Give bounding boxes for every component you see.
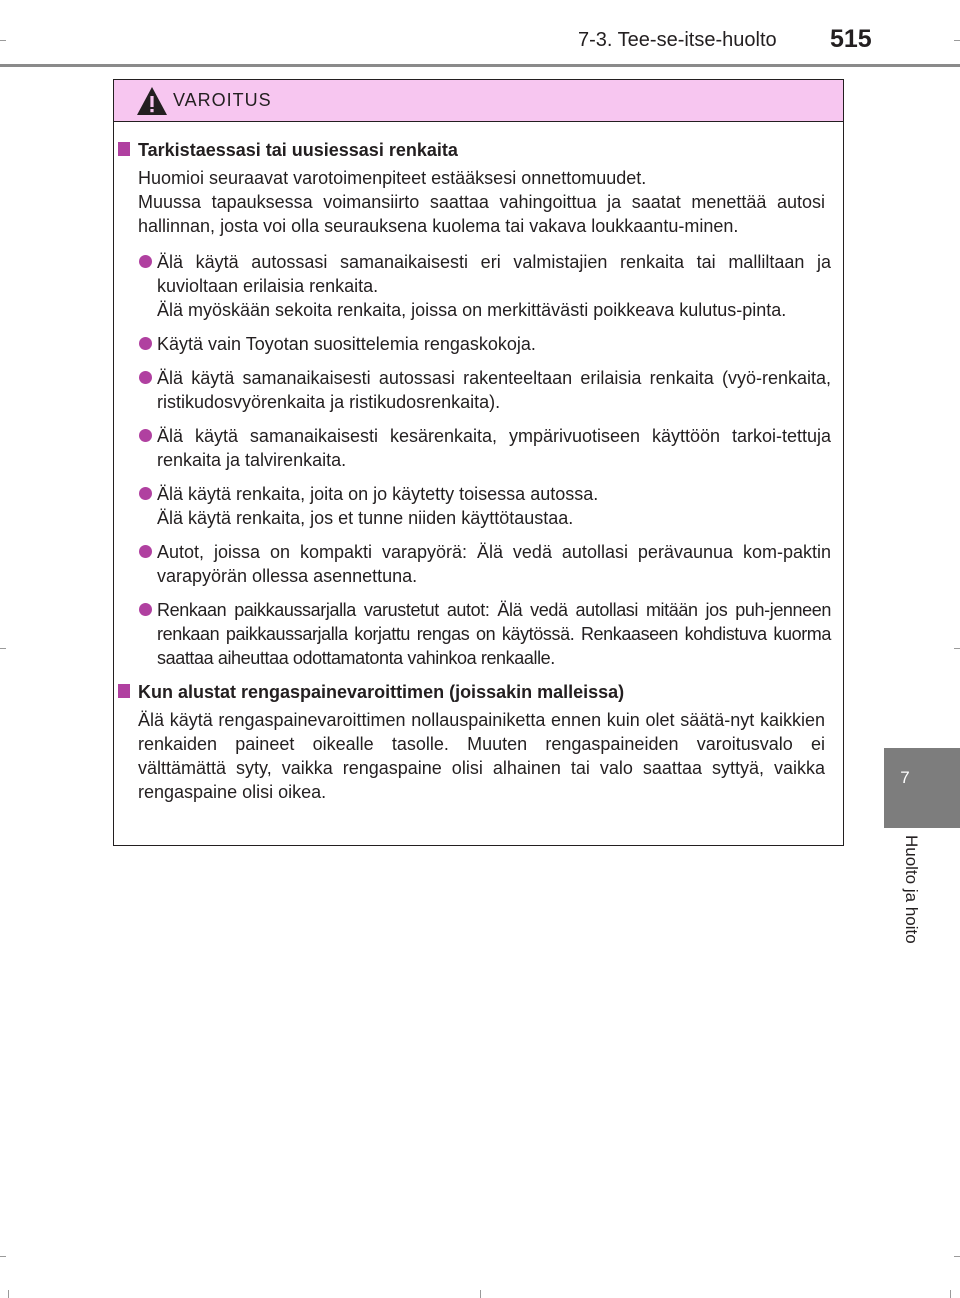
round-bullet-icon xyxy=(139,429,152,442)
list-item-text: Älä käytä renkaita, jos et tunne niiden käyttötaustaa. xyxy=(157,508,574,528)
crop-mark xyxy=(8,1290,9,1298)
section-heading xyxy=(114,680,843,704)
section-title: 7-3. Tee-se-itse-huolto xyxy=(578,29,777,51)
page-number: 515 xyxy=(830,25,872,53)
round-bullet-icon xyxy=(139,487,152,500)
list-item xyxy=(114,598,843,670)
list-item-text: Renkaan paikkaussarjalla varustetut autot: Älä vedä autollasi mitään jos puh-jenneen renkaan paikkaussarjalla korjattu rengas on käytössä. Renkaaseen kohdistuva kuorma saattaa aiheuttaa odottamatonta vahinkoa renkaalle. xyxy=(157,600,831,668)
crop-mark xyxy=(954,648,960,649)
chapter-label: Huolto ja hoito xyxy=(902,835,921,944)
square-bullet-icon xyxy=(118,142,130,156)
list-item-text: Älä myöskään sekoita renkaita, joissa on merkittävästi poikkeava kulutus-pinta. xyxy=(157,300,787,320)
crop-mark xyxy=(954,1256,960,1257)
chapter-tab xyxy=(884,748,960,828)
chapter-number: 7 xyxy=(900,768,910,787)
list-item-text: Älä käytä autossasi samanaikaisesti eri valmistajien renkaita tai malliltaan ja kuvioltaan erilaisia renkaita. xyxy=(157,252,831,296)
warning-triangle-icon xyxy=(136,86,168,116)
round-bullet-icon xyxy=(139,545,152,558)
round-bullet-icon xyxy=(139,603,152,616)
intro-line: Muussa tapauksessa voimansiirto saattaa vahingoittua ja saatat menettää autosi hallinnan, josta voi olla seurauksena kuolema tai vakava loukkaantu-minen. xyxy=(138,192,825,236)
list-item-text: Käytä vain Toyotan suosittelemia rengaskokoja. xyxy=(157,334,536,354)
body-paragraph: Älä käytä rengaspainevaroittimen nollauspainiketta ennen kuin olet säätä-nyt kaikkien renkaiden paineet oikealle tasolle. Muuten rengaspaineiden varoitusvalo ei välttämättä syty, vaikka rengaspaine olisi alhainen tai valo saattaa syttyä, vaikka rengaspaine olisi oikea. xyxy=(138,710,825,802)
crop-mark xyxy=(0,1256,6,1257)
round-bullet-icon xyxy=(139,371,152,384)
round-bullet-icon xyxy=(139,337,152,350)
warning-header xyxy=(114,80,843,122)
crop-mark xyxy=(950,1290,951,1298)
list-item xyxy=(114,332,843,356)
square-bullet-icon xyxy=(118,684,130,698)
section-heading-text: Tarkistaessasi tai uusiessasi renkaita xyxy=(138,140,458,160)
crop-mark xyxy=(954,40,960,41)
list-item xyxy=(114,482,843,530)
list-item xyxy=(114,540,843,588)
warning-content xyxy=(114,138,843,816)
list-item-text: Älä käytä samanaikaisesti autossasi rakenteeltaan erilaisia renkaita (vyö-renkaita, ristikudosvyörenkaita ja ristikudosrenkaita). xyxy=(157,368,831,412)
intro-paragraph xyxy=(114,166,843,238)
warning-box xyxy=(113,79,844,846)
crop-mark xyxy=(0,648,6,649)
header-rule xyxy=(0,64,960,67)
warning-title: VAROITUS xyxy=(173,90,272,110)
list-item-text: Autot, joissa on kompakti varapyörä: Älä vedä autollasi perävaunua kom-paktin varapyörän ollessa asennettuna. xyxy=(157,542,831,586)
crop-mark xyxy=(480,1290,481,1298)
list-item xyxy=(114,424,843,472)
crop-mark xyxy=(0,40,6,41)
round-bullet-icon xyxy=(139,255,152,268)
intro-line: Huomioi seuraavat varotoimenpiteet estääksesi onnettomuudet. xyxy=(138,168,647,188)
list-item-text: Älä käytä samanaikaisesti kesärenkaita, ympärivuotiseen käyttöön tarkoi-tettuja renkaita ja talvirenkaita. xyxy=(157,426,831,470)
section-heading xyxy=(114,138,843,162)
list-item-text: Älä käytä renkaita, joita on jo käytetty toisessa autossa. xyxy=(157,484,599,504)
list-item xyxy=(114,250,843,322)
list-item xyxy=(114,366,843,414)
section-heading-text: Kun alustat rengaspainevaroittimen (joissakin malleissa) xyxy=(138,682,625,702)
